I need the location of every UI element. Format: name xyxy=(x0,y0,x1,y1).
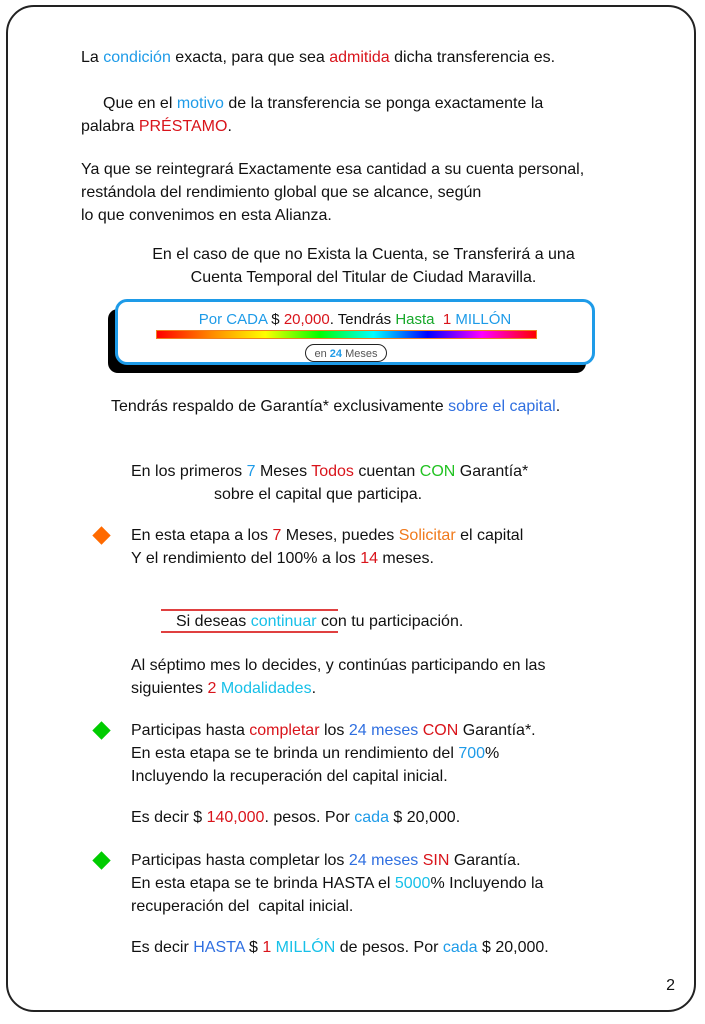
bullet3-line2 xyxy=(131,874,543,894)
highlight: SIN xyxy=(418,852,450,869)
text: . xyxy=(555,398,561,415)
first-months-line2: sobre el capital que participa. xyxy=(214,486,423,503)
text: de pesos. Por xyxy=(335,939,443,956)
text: . xyxy=(311,680,317,697)
text: dicha transferencia es. xyxy=(389,49,556,66)
text: Meses xyxy=(342,348,378,360)
highlight: Todos xyxy=(311,463,354,480)
motive-paragraph-line1 xyxy=(103,94,543,114)
highlight: 7 xyxy=(272,527,282,544)
text: Garantía*. xyxy=(458,722,536,739)
no-account-line1: En el caso de que no Exista la Cuenta, se Transferirá a una xyxy=(152,246,575,263)
motive-paragraph-line2 xyxy=(81,117,232,137)
text: el capital xyxy=(455,527,524,544)
months: 24 xyxy=(329,348,343,360)
reintegration-line2: restándola del rendimiento global que se alcance, según xyxy=(81,184,482,201)
bullet2-line2 xyxy=(131,744,499,764)
text: En esta etapa se te brinda HASTA el xyxy=(131,875,395,892)
text: $ 20,000. xyxy=(388,809,461,826)
text: Por CADA xyxy=(198,311,268,328)
text: meses. xyxy=(377,550,434,567)
text: Es decir xyxy=(131,939,194,956)
text: En los primeros xyxy=(131,463,247,480)
text: . pesos. Por xyxy=(264,809,355,826)
guarantee-paragraph xyxy=(111,397,560,417)
bullet3-line1 xyxy=(131,851,521,871)
highlight: continuar xyxy=(250,613,317,630)
text: Garantía. xyxy=(449,852,521,869)
text: En esta etapa se te brinda un rendimiento del xyxy=(131,745,459,762)
equivalent-1m xyxy=(131,938,549,958)
rainbow-bar xyxy=(156,330,537,339)
text: Participas hasta xyxy=(131,722,250,739)
text: $ 20,000. xyxy=(477,939,549,956)
text: Meses, puedes xyxy=(281,527,399,544)
bullet2-line3: Incluyendo la recuperación del capital inicial. xyxy=(131,768,448,785)
duration-pill xyxy=(305,344,387,362)
text: Que en el xyxy=(103,95,177,112)
text: los xyxy=(319,722,349,739)
highlight: MILLÓN xyxy=(271,939,336,956)
text: Si deseas xyxy=(176,613,251,630)
bullet1-line1 xyxy=(131,526,523,546)
text: En esta etapa a los xyxy=(131,527,273,544)
text: Es decir $ xyxy=(131,809,207,826)
text: con tu participación. xyxy=(316,613,464,630)
text: Tendrás respaldo de Garantía* exclusivamente xyxy=(111,398,449,415)
highlight: 5000 xyxy=(394,875,431,892)
highlight: CON xyxy=(419,463,456,480)
bullet1-line2 xyxy=(131,549,434,569)
continue-paragraph xyxy=(176,612,463,632)
highlight: Modalidades xyxy=(216,680,312,697)
seventh-month-line2 xyxy=(131,679,316,699)
highlight: cada xyxy=(354,809,389,826)
text: % Incluyendo la xyxy=(430,875,544,892)
highlight: 14 xyxy=(360,550,378,567)
highlight: Solicitar xyxy=(398,527,456,544)
highlight: 140,000 xyxy=(206,809,265,826)
first-months-line1 xyxy=(131,462,528,482)
offer-banner xyxy=(115,299,595,365)
text: $ xyxy=(244,939,263,956)
keyword-prestamo: PRÉSTAMO xyxy=(138,118,228,135)
highlight: condición xyxy=(103,49,171,66)
amount: 1 xyxy=(442,311,452,328)
highlight: 7 xyxy=(246,463,256,480)
text: . xyxy=(227,118,232,135)
amount: 20,000 xyxy=(283,311,330,328)
highlight: 2 xyxy=(207,680,217,697)
bullet2-line1 xyxy=(131,721,536,741)
text: $ xyxy=(267,311,284,328)
bullet3-line3: recuperación del capital inicial. xyxy=(131,898,354,915)
text: Meses xyxy=(255,463,312,480)
highlight: CON xyxy=(418,722,459,739)
text: siguientes xyxy=(131,680,208,697)
highlight: 24 meses xyxy=(348,852,419,869)
decorative-line-top xyxy=(161,609,338,611)
highlight: completar xyxy=(249,722,320,739)
highlight: 700 xyxy=(458,745,486,762)
text: en xyxy=(314,348,330,360)
page-number: 2 xyxy=(666,977,675,994)
decorative-line-bottom xyxy=(161,631,338,633)
text: % xyxy=(485,745,500,762)
equivalent-140k xyxy=(131,808,460,828)
text: La xyxy=(81,49,104,66)
text: Garantía* xyxy=(455,463,529,480)
highlight: admitida xyxy=(329,49,390,66)
banner-headline xyxy=(118,311,592,328)
text: Hasta xyxy=(395,311,435,328)
text: Participas hasta completar los xyxy=(131,852,349,869)
highlight: motivo xyxy=(176,95,224,112)
highlight: 1 xyxy=(262,939,272,956)
no-account-line2: Cuenta Temporal del Titular de Ciudad Maravilla. xyxy=(190,269,537,286)
text: . Tendrás xyxy=(329,311,396,328)
condition-paragraph xyxy=(81,48,555,68)
text: de la transferencia se ponga exactamente la xyxy=(223,95,544,112)
text: Y el rendimiento del 100% a los xyxy=(131,550,361,567)
text: exacta, para que sea xyxy=(170,49,330,66)
highlight: cada xyxy=(442,939,478,956)
text: MILLÓN xyxy=(451,311,512,328)
reintegration-line1: Ya que se reintegrará Exactamente esa cantidad a su cuenta personal, xyxy=(81,161,585,178)
reintegration-line3: lo que convenimos en esta Alianza. xyxy=(81,207,332,224)
seventh-month-line1: Al séptimo mes lo decides, y continúas participando en las xyxy=(131,657,546,674)
highlight: HASTA xyxy=(193,939,245,956)
highlight: 24 meses xyxy=(348,722,419,739)
highlight: sobre el capital xyxy=(448,398,556,415)
text: palabra xyxy=(81,118,139,135)
text: cuentan xyxy=(353,463,420,480)
